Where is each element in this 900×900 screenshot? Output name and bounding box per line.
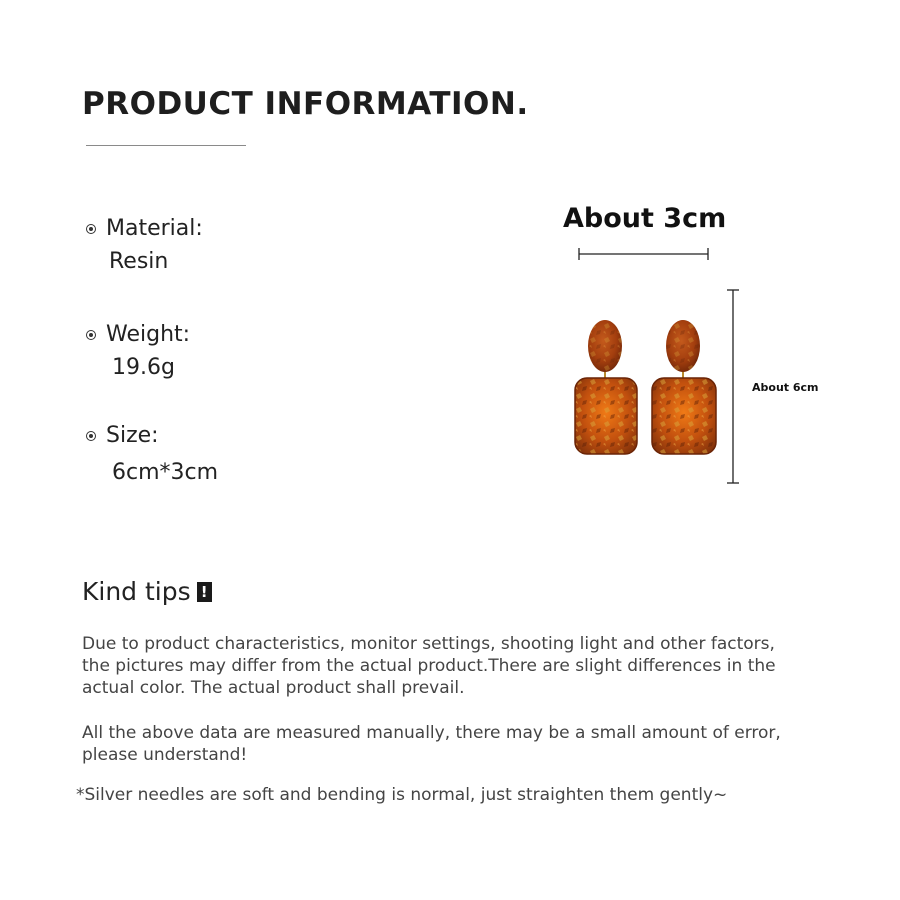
width-dimension-line [579, 248, 708, 260]
width-dimension-label: About 3cm [563, 203, 727, 234]
spec-label: Size: [106, 423, 159, 448]
spec-value: Resin [109, 249, 169, 274]
tips-note: *Silver needles are soft and bending is normal, just straighten them gently~ [76, 785, 728, 805]
spec-value: 19.6g [112, 355, 175, 380]
page-title: PRODUCT INFORMATION. [82, 86, 529, 122]
spec-label: Material: [106, 216, 203, 241]
tips-heading [82, 577, 212, 606]
height-dimension-label: About 6cm [752, 381, 819, 394]
spec-label: Weight: [106, 322, 191, 347]
tips-paragraph: All the above data are measured manually, there may be a small amount of error, please understand! [82, 723, 781, 765]
tips-paragraph: Due to product characteristics, monitor settings, shooting light and other factors, the pictures may differ from the actual product.There are slight differences in the actual color. The actual product shall prevail. [82, 634, 776, 698]
right-earring [652, 320, 716, 454]
left-earring [575, 320, 637, 454]
tips-heading-text: Kind tips [82, 577, 191, 606]
spec-value: 6cm*3cm [112, 460, 219, 485]
height-dimension-line [727, 290, 739, 483]
exclamation-icon: ! [197, 582, 212, 602]
